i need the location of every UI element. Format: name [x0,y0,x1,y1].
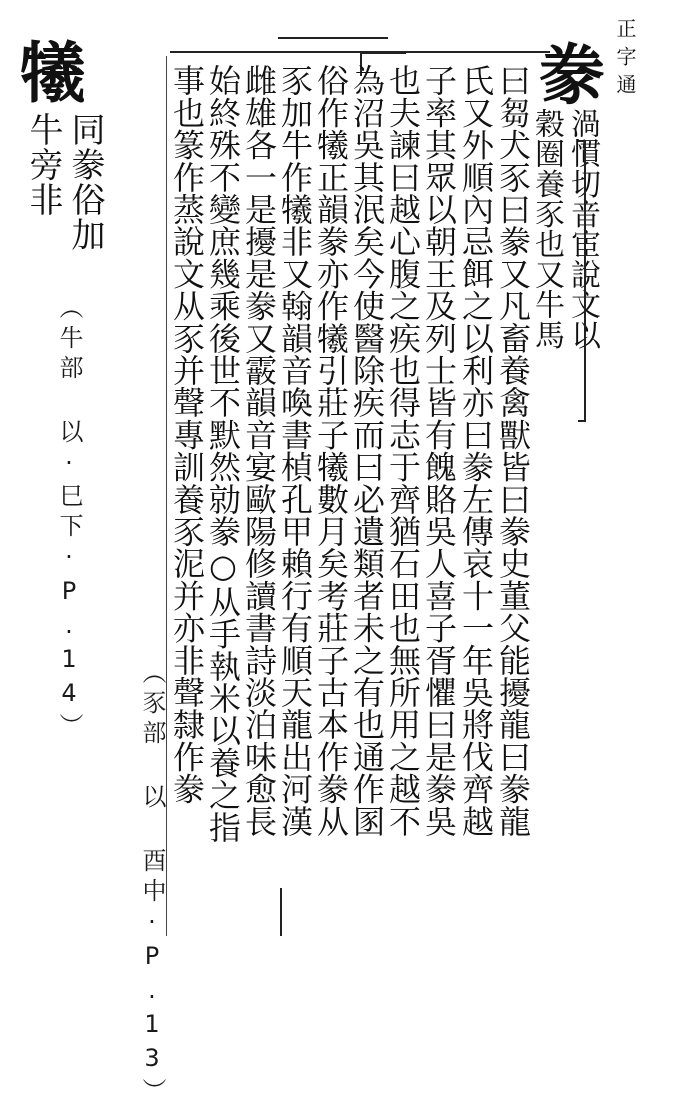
top-rule-short [278,37,388,39]
text-column-1: 渦慣切音宦說文以 [565,108,600,350]
handwritten-note-pig-radical: （豕部 以 酉中·P.13） [138,660,166,1108]
variant-entry-head: 犧 [20,34,86,112]
variant-entry-text-2: 牛旁非 [23,112,63,217]
text-column-7: 為沼吳其泯矣今使醫除疾而曰必遺類者未之有也通作圂 [348,64,386,837]
text-column-11: 始終殊不變庶幾乘後世不默然勍豢○从手執米以養之指 [204,64,242,843]
text-column-9: 豕加牛作犧非又翰韻音喚書楨孔甲賴行有順天龍出河漢 [276,64,314,837]
variant-entry-text-1: 同豢俗加 [65,112,105,252]
column-box [578,140,586,422]
handwritten-note-ox-radical: （牛部 以·巳下·P.14） [55,295,83,743]
text-column-5: 子率其眾以朝王及列士皆有餽賂吳人喜子胥懼曰是豢吳 [420,64,458,837]
text-column-3: 曰芻犬豕曰豢又凡畜養禽獸皆曰豢史董父能擾龍曰豢龍 [494,64,532,837]
text-column-10: 雌雄各一是擾是豢又霰韻音宴歐陽修讀書詩淡泊味愈長 [240,64,278,837]
main-entry-head: 豢 [539,36,605,114]
text-underline [280,888,282,936]
text-column-12: 事也篆作蒸說文从豕并聲專訓養豕泥并亦非聲隸作豢 [168,64,206,805]
page-header-title: 正字通 [613,18,637,102]
text-column-8: 俗作犧正韻豢亦作犧引莊子犧數月矣考莊子古本作豢从 [312,64,350,837]
text-column-4: 氏又外順內忌餌之以利亦曰豢左傳哀十一年吳將伐齊越 [457,64,495,837]
column-divider [166,56,167,936]
text-column-2: 穀圈養豕也又牛馬 [529,108,564,350]
text-column-6: 也夫諫曰越心腹之疾也得志于齊猶石田也無所用之越不 [384,64,422,837]
